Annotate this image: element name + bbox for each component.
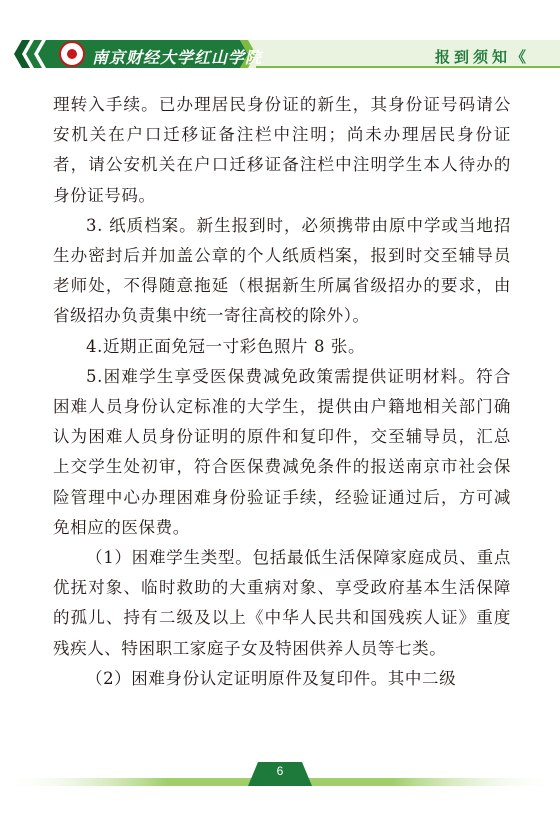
school-logo (59, 41, 85, 67)
paragraph: （1）困难学生类型。包括最低生活保障家庭成员、重点优抚对象、临时救助的大重病对象、享受政府基本生活保障的孤儿、持有二级及以上《中华人民共和国残疾人证》重度残疾人、特困职工家庭子女及特困供养人员等七类。 (53, 548, 511, 658)
paragraph: 5.困难学生享受医保费减免政策需提供证明材料。符合困难人员身份认定标准的大学生，提供由户籍地相关部门确认为困难人员身份证明的原件和复印件，交至辅导员，汇总上交学生处初审，符合医保费减免条件的报送南京市社会保险管理中心办理困难身份验证手续，经验证通过后，方可减免相应的医保费。 (53, 366, 511, 537)
paragraph: 3. 纸质档案。新生报到时，必须携带由原中学或当地招生办密封后并加盖公章的个人纸质档案，报到时交至辅导员老师处，不得随意拖延（根据新生所属省级招办的要求，由省级招办负责集中统一寄往高校的除外）。 (53, 215, 511, 326)
paragraph: （2）困难身份认定证明原件及复印件。其中二级 (86, 668, 457, 688)
paragraph: 理转入手续。已办理居民身份证的新生，其身份证号码请公安机关在户口迁移证备注栏中注明；尚未办理居民身份证者，请公安机关在户口迁移证备注栏中注明学生本人待办的身份证号码。 (53, 95, 511, 205)
section-title: 报到须知《 (435, 48, 531, 66)
document-body (53, 90, 511, 694)
page-number: 6 (276, 764, 284, 778)
paragraph: 4.近期正面免冠一寸彩色照片 8 张。 (86, 336, 366, 356)
school-name: 南京财经大学红山学院 (92, 48, 263, 67)
